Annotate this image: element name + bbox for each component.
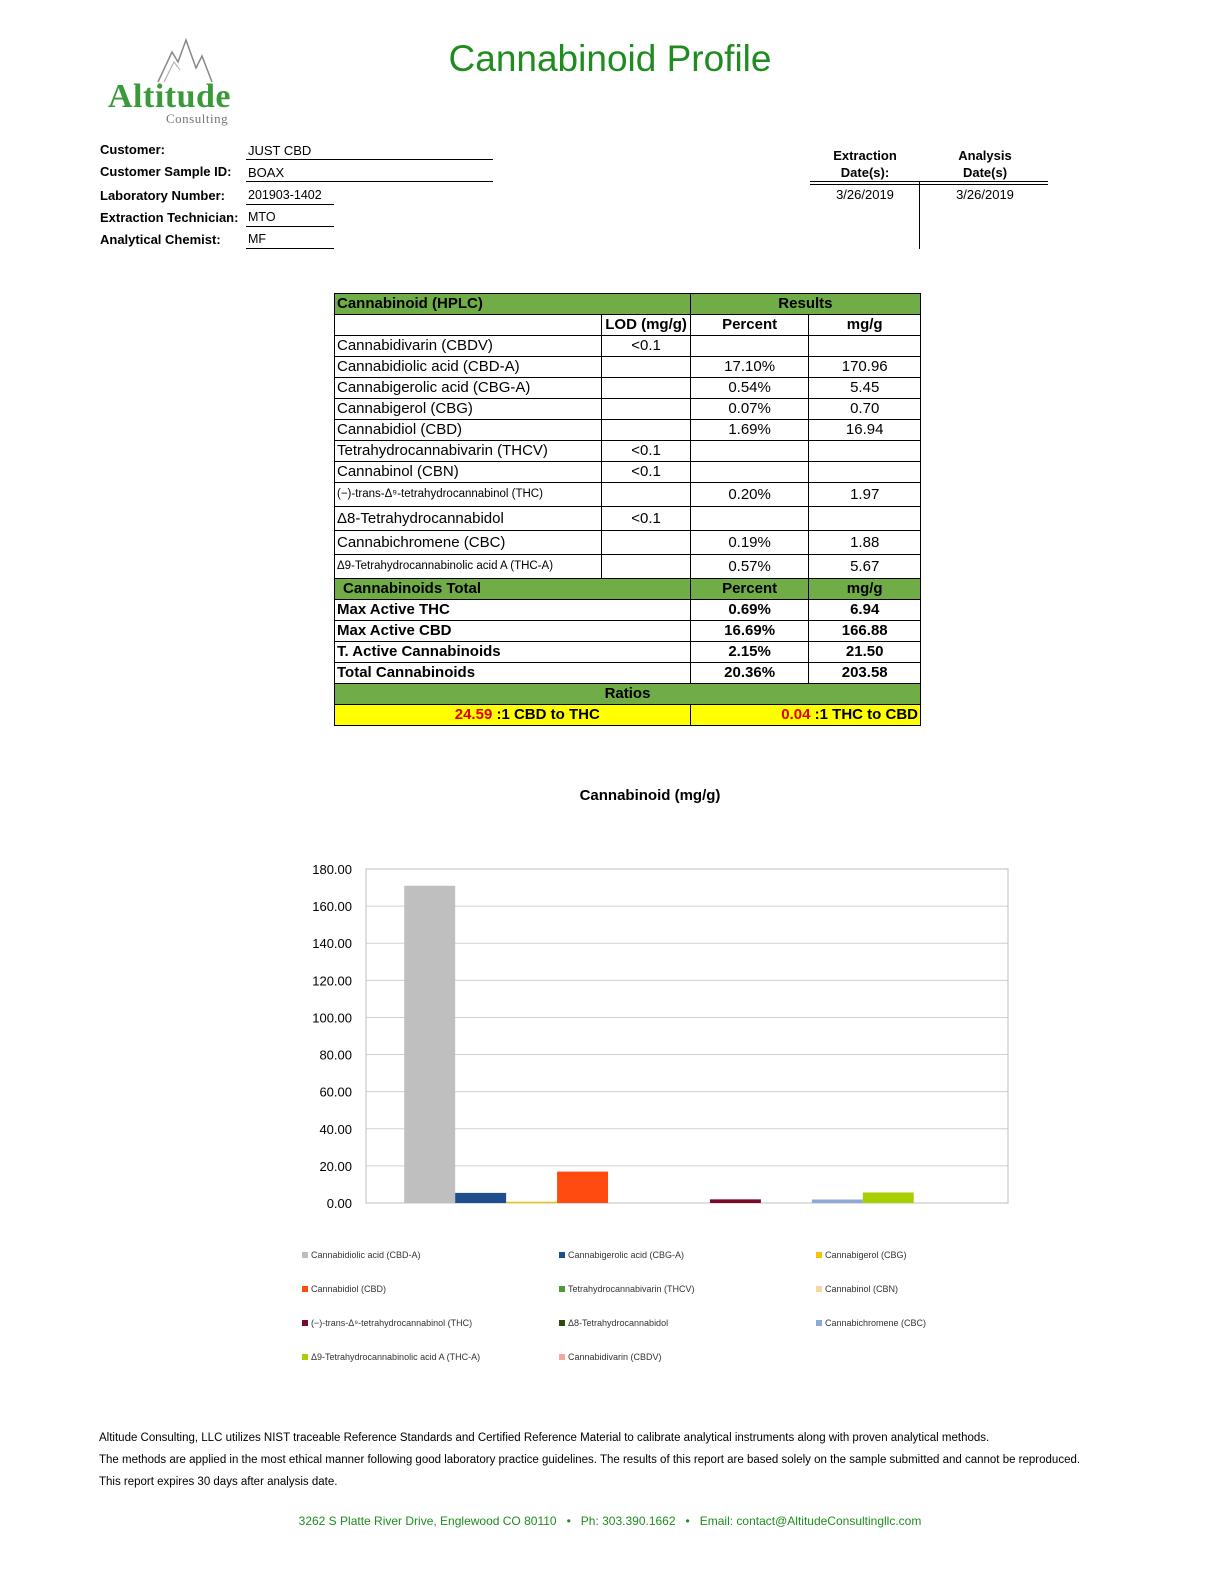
legend-item (302, 1318, 472, 1328)
ratios-header-row (335, 684, 921, 705)
analyte-rows (335, 336, 921, 579)
header-cannabinoid: Cannabinoid (HPLC) (335, 294, 691, 315)
total-name: Total Cannabinoids (335, 663, 691, 684)
table-row (335, 483, 921, 507)
analyte-name: (−)-trans-Δ⁹-tetrahydrocannabinol (THC) (335, 483, 602, 507)
analyte-name: Cannabigerol (CBG) (335, 399, 602, 420)
legend-swatch (302, 1354, 308, 1360)
totals-header: Cannabinoids Total (335, 579, 691, 600)
extraction-date-header: Extraction Date(s): (833, 148, 897, 180)
analyte-mg: 16.94 (809, 420, 921, 441)
total-mg: 166.88 (809, 621, 921, 642)
lab-number-value: 201903-1402 (246, 187, 334, 205)
legend-item (559, 1318, 668, 1328)
legend-item (559, 1284, 695, 1294)
legend-item (302, 1250, 421, 1260)
footer-line-3: This report expires 30 days after analysis date. (99, 1476, 338, 1488)
analyte-name: Cannabichromene (CBC) (335, 531, 602, 555)
legend-label: Cannabichromene (CBC) (825, 1318, 927, 1328)
legend-label: Cannabinol (CBN) (825, 1284, 899, 1294)
ratio-cbd-text: :1 CBD to THC (496, 706, 600, 723)
analyte-percent (690, 462, 809, 483)
analyte-percent: 0.20% (690, 483, 809, 507)
bar (557, 1172, 608, 1203)
technician-value: MTO (246, 209, 334, 227)
ratio-thc-value: 0.04 (781, 706, 811, 723)
legend-label: Δ8-Tetrahydrocannabidol (568, 1318, 669, 1328)
total-mg: 21.50 (809, 642, 921, 663)
logo-wordmark: Altitude (108, 78, 231, 115)
sample-id-value: BOAX (246, 164, 493, 182)
ratios-row (335, 705, 921, 726)
table-row (335, 462, 921, 483)
analyte-lod (602, 555, 690, 579)
analyte-name: Cannabidiol (CBD) (335, 420, 602, 441)
legend-label: Tetrahydrocannabivarin (THCV) (568, 1284, 695, 1294)
bar (710, 1199, 761, 1203)
plot-area (366, 869, 1008, 1203)
legend-label: Cannabidivarin (CBDV) (568, 1352, 662, 1362)
analyte-name: Cannabidiolic acid (CBD-A) (335, 357, 602, 378)
total-percent: 20.36% (690, 663, 809, 684)
bar (863, 1192, 914, 1203)
table-row (335, 399, 921, 420)
analyte-mg (809, 507, 921, 531)
legend-label: Δ9-Tetrahydrocannabinolic acid A (THC-A) (311, 1352, 481, 1362)
total-row (335, 600, 921, 621)
total-name: Max Active CBD (335, 621, 691, 642)
legend-swatch (816, 1320, 822, 1326)
col-mg: mg/g (809, 315, 921, 336)
analyte-mg: 5.45 (809, 378, 921, 399)
results-table (334, 293, 921, 726)
total-percent: 16.69% (690, 621, 809, 642)
col-lod: LOD (mg/g) (602, 315, 690, 336)
table-row (335, 531, 921, 555)
analyte-percent (690, 507, 809, 531)
ratio-cbd-value: 24.59 (454, 706, 493, 723)
y-tick-label: 20.00 (319, 1158, 352, 1174)
y-tick-label: 0.00 (326, 1196, 352, 1211)
bar (455, 1193, 506, 1203)
analyte-lod (602, 420, 690, 441)
legend-item (559, 1250, 684, 1260)
analyte-percent: 0.54% (690, 378, 809, 399)
analyte-mg (809, 441, 921, 462)
table-row (335, 378, 921, 399)
customer-value: JUST CBD (246, 142, 493, 160)
y-tick-label: 60.00 (319, 1084, 352, 1100)
legend-swatch (302, 1320, 308, 1326)
totals-col-mg: mg/g (809, 579, 921, 600)
bar (404, 886, 455, 1203)
legend-item (302, 1284, 386, 1294)
total-row (335, 663, 921, 684)
analyte-lod (602, 483, 690, 507)
analyte-percent: 0.07% (690, 399, 809, 420)
totals-col-percent: Percent (690, 579, 809, 600)
analyte-lod (602, 399, 690, 420)
legend-item (816, 1318, 926, 1328)
analyte-lod: <0.1 (602, 462, 690, 483)
y-tick-label: 180.00 (312, 862, 352, 877)
technician-label: Extraction Technician: (100, 210, 239, 225)
bar (812, 1200, 863, 1203)
legend-swatch (559, 1354, 565, 1360)
analyte-name: Cannabinol (CBN) (335, 462, 602, 483)
legend-swatch (302, 1286, 308, 1292)
ratio-thc-text: :1 THC to CBD (814, 706, 918, 723)
ratio-cbd-thc (335, 705, 691, 726)
y-tick-label: 140.00 (312, 936, 352, 952)
y-tick-label: 40.00 (319, 1121, 352, 1137)
total-mg: 6.94 (809, 600, 921, 621)
analyte-lod (602, 531, 690, 555)
analyte-mg: 0.70 (809, 399, 921, 420)
legend-item (816, 1250, 907, 1260)
analyte-mg (809, 462, 921, 483)
legend-swatch (816, 1252, 822, 1258)
logo-subtitle: Consulting (166, 111, 229, 126)
legend-item (302, 1352, 480, 1362)
legend-swatch (559, 1252, 565, 1258)
footer-line-1: Altitude Consulting, LLC utilizes NIST traceable Reference Standards and Certified Reference Material to calibrate analytical instruments along with proven analytical methods. (99, 1432, 990, 1444)
analyte-percent: 1.69% (690, 420, 809, 441)
chart-title: Cannabinoid (mg/g) (579, 787, 721, 804)
total-row (335, 621, 921, 642)
total-name: Max Active THC (335, 600, 691, 621)
y-tick-label: 100.00 (312, 1010, 352, 1026)
analyte-percent: 0.57% (690, 555, 809, 579)
table-row (335, 555, 921, 579)
table-row (335, 420, 921, 441)
header-results: Results (690, 294, 920, 315)
y-tick-label: 160.00 (312, 899, 352, 915)
bar (506, 1202, 557, 1203)
column-header-row (335, 315, 921, 336)
analysis-date-value: 3/26/2019 (956, 187, 1014, 202)
analyte-mg: 1.97 (809, 483, 921, 507)
analyte-mg: 170.96 (809, 357, 921, 378)
analyte-name: Δ9-Tetrahydrocannabinolic acid A (THC-A) (335, 555, 602, 579)
lab-number-label: Laboratory Number: (100, 188, 225, 203)
total-row (335, 642, 921, 663)
footer-address: 3262 S Platte River Drive, Englewood CO 80110 • Ph: 303.390.1662 • Email: contact@AltitudeConsultingllc.com (298, 1514, 922, 1528)
legend-swatch (302, 1252, 308, 1258)
total-name: T. Active Cannabinoids (335, 642, 691, 663)
legend-swatch (559, 1320, 565, 1326)
total-rows (335, 600, 921, 684)
analysis-date-header: Analysis Date(s) (958, 148, 1012, 180)
table-row (335, 507, 921, 531)
totals-header-row (335, 579, 921, 600)
legend-label: Cannabigerolic acid (CBG-A) (568, 1250, 685, 1260)
customer-label: Customer: (100, 142, 166, 157)
analyte-name: Δ8-Tetrahydrocannabidol (335, 507, 602, 531)
legend-label: Cannabigerol (CBG) (825, 1250, 907, 1260)
table-header-row (335, 294, 921, 315)
chemist-label: Analytical Chemist: (100, 232, 221, 247)
analyte-lod (602, 357, 690, 378)
total-percent: 0.69% (690, 600, 809, 621)
analyte-lod (602, 378, 690, 399)
total-percent: 2.15% (690, 642, 809, 663)
analyte-lod: <0.1 (602, 336, 690, 357)
analyte-percent: 0.19% (690, 531, 809, 555)
total-mg: 203.58 (809, 663, 921, 684)
analyte-lod: <0.1 (602, 441, 690, 462)
analyte-lod: <0.1 (602, 507, 690, 531)
y-tick-label: 120.00 (312, 973, 352, 989)
dates-divider (810, 181, 1048, 185)
col-percent: Percent (690, 315, 809, 336)
analyte-percent (690, 441, 809, 462)
sample-id-label: Customer Sample ID: (100, 164, 232, 179)
extraction-date-value: 3/26/2019 (836, 187, 894, 202)
analyte-mg: 5.67 (809, 555, 921, 579)
chemist-value: MF (246, 231, 334, 249)
analyte-name: Cannabigerolic acid (CBG-A) (335, 378, 602, 399)
table-row (335, 336, 921, 357)
legend-swatch (559, 1286, 565, 1292)
table-row (335, 357, 921, 378)
analyte-percent (690, 336, 809, 357)
footer-line-2: The methods are applied in the most ethical manner following good laboratory practice guidelines. The results of this report are based solely on the sample submitted and cannot be reproduced. (99, 1454, 1081, 1466)
legend-item (559, 1352, 662, 1362)
legend-item (816, 1284, 898, 1294)
analyte-mg: 1.88 (809, 531, 921, 555)
analyte-name: Cannabidivarin (CBDV) (335, 336, 602, 357)
analyte-percent: 17.10% (690, 357, 809, 378)
legend-swatch (816, 1286, 822, 1292)
y-tick-label: 80.00 (319, 1047, 352, 1063)
bar-chart (290, 855, 1020, 1220)
ratios-header: Ratios (604, 685, 651, 702)
ratio-thc-cbd (690, 705, 920, 726)
analyte-name: Tetrahydrocannabivarin (THCV) (335, 441, 602, 462)
analyte-mg (809, 336, 921, 357)
legend-label: Cannabidiolic acid (CBD-A) (311, 1250, 421, 1260)
legend-label: (−)-trans-Δ⁹-tetrahydrocannabinol (THC) (311, 1318, 473, 1328)
page-title: Cannabinoid Profile (448, 38, 772, 79)
table-row (335, 441, 921, 462)
legend-label: Cannabidiol (CBD) (311, 1284, 387, 1294)
